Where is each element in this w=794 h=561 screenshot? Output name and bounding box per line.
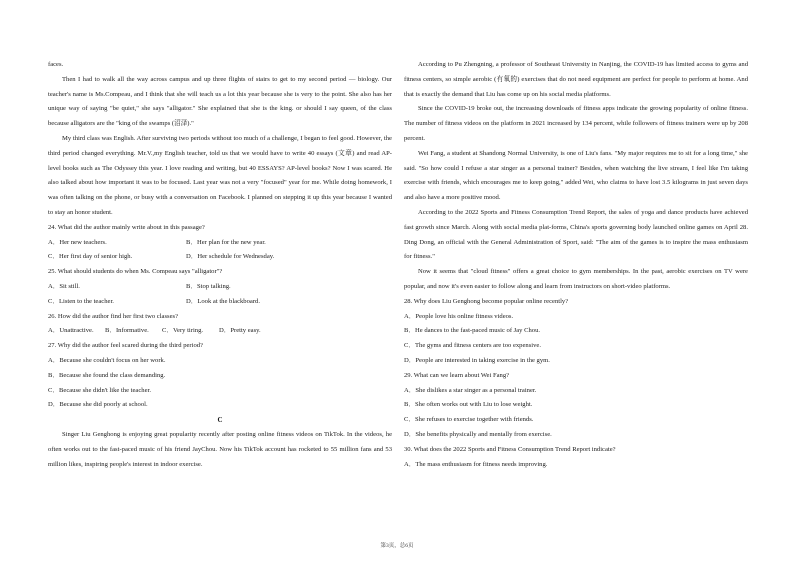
option-24a: A．Her new teachers. [48, 238, 107, 246]
option-25c: C．Listen to the teacher. [48, 297, 114, 305]
question-30: 30. What does the 2022 Sports and Fitness Consumption Trend Report indicate? [404, 445, 616, 453]
question-29: 29. What can we learn about Wei Fang? [404, 371, 510, 379]
option-26b: B．Informative. [105, 327, 149, 335]
paragraph-english: My third class was English. After surviving two periods without too much of a challenge, I began to feel good. However, the third period changed everything. Mr.V.,my English teacher, told us that we would have to write 40 essays (文章) and read AP-level books such as The Odyssey this year. I love reading and writing, but 40 ESSAYS? AP-level books? Now I was scared. He also talked about how important it was to be focused. Last year was not a very "focused" year for me. While doing homework, I was often talking on the phone, or busy with a conversation on Facebook. I planned on stepping it up this year because I wanted to stay an honor student. [48, 134, 392, 216]
page-footer: 第3页，总6页 [380, 543, 414, 549]
option-28a: A．People love his online fitness videos. [404, 312, 514, 320]
option-25d: D．Look at the blackboard. [186, 297, 260, 305]
question-26: 26. How did the author find her first two classes? [48, 312, 179, 320]
option-27c: C．Because she didn't like the teacher. [48, 386, 151, 394]
option-26c: C．Very tiring. [162, 327, 204, 335]
option-24d: D．Her schedule for Wednesday. [186, 253, 275, 261]
option-30a: A．The mass enthusiasm for fitness needs improving. [404, 460, 548, 468]
option-29c: C．She refuses to exercise together with friends. [404, 416, 534, 424]
question-25: 25. What should students do when Ms. Compeau says "alligator"? [48, 268, 223, 276]
paragraph-liu-genghong: Singer Liu Genghong is enjoying great popularity recently after posting online fitness videos on TikTok. In the videos, he often works out to the fast-paced music of his friend JayChou. Now his TikTok account has rocketed to 55 million fans and 53 million likes, inspiring people's interest in indoor exercise. [48, 430, 392, 468]
question-24-options-row1 [48, 236, 392, 251]
section-heading: C [217, 416, 223, 425]
question-25-options-row2 [48, 295, 392, 310]
paragraph-biology: Then I had to walk all the way across campus and up three flights of stairs to get to my second period — biology. Our teacher's name is Ms.Compeau, and I think that she will teach us a lot this year because she is very to the point. She also has her unique way of saying "be quiet," she says "alligator." She explained that she is the king. or should I say queen, of the class because alligators are the "king of the swamps (沼泽)." [48, 75, 392, 128]
option-28c: C．The gyms and fitness centers are too expensive. [404, 342, 541, 350]
option-29a: A．She dislikes a star singer as a personal trainer. [404, 386, 537, 394]
option-24b: B．Her plan for the new year. [186, 238, 266, 246]
option-27d: D．Because she did poorly at school. [48, 401, 148, 409]
question-24-options-row2 [48, 250, 392, 265]
option-26d: D．Pretty easy. [219, 327, 261, 335]
option-24c: C．Her first day of senior high. [48, 253, 133, 261]
question-25-options-row1 [48, 280, 392, 295]
paragraph-covid-fitness: Since the COVID-19 broke out, the increasing downloads of fitness apps indicate the growing popularity of online fitness. The number of fitness videos on the platform in 2021 increased by 134 percent, while followers of fitness trainers were up by 208 percent. [404, 105, 748, 142]
right-column [404, 58, 748, 472]
option-28b: B．He dances to the fast-paced music of Jay Chou. [404, 327, 541, 335]
question-24: 24. What did the author mainly write about in this passage? [48, 223, 205, 231]
paragraph-cloud-fitness: Now it seems that "cloud fitness" offers a great choice to gym memberships. In the past, aerobic exercises on TV were popular, and now it's even easier to follow along and learn from instructors on short-video platforms. [404, 268, 748, 290]
question-26-options [48, 324, 392, 339]
option-27a: A．Because she couldn't focus on her work. [48, 356, 166, 364]
option-29b: B．She often works out with Liu to lose weight. [404, 401, 533, 409]
option-27b: B．Because she found the class demanding. [48, 371, 166, 379]
option-28d: D．People are interested in taking exercise in the gym. [404, 356, 550, 364]
left-column [48, 58, 392, 472]
option-29d: D．She benefits physically and mentally from exercise. [404, 430, 552, 438]
paragraph-wei-fang: Wei Fang, a student at Shandong Normal University, is one of Liu's fans. "My major requires me to sit for a long time," she said. "So how could I refuse a star singer as a personal trainer? Besides, when watching the live stream, I feel like I'm taking exercise with friends, which encourages me to keep going," added Wei, who claims to have lost 3.5 kilograms in just seven days and also have a more positive mood. [404, 149, 748, 202]
paragraph-pu-zhengning: According to Pu Zhengning, a professor of Southeast University in Nanjing, the COVID-19 has limited access to gyms and fitness centers, so simple aerobic (有氧的) exercises that do not need equipment are perfect for people to perform at home. And that is exactly the demand that Liu has come up on his social media platforms. [404, 61, 748, 98]
paragraph-trend-report: According to the 2022 Sports and Fitness Consumption Trend Report, the sales of yoga and dance products have achieved fast growth since March. Along with social media plat-forms, China's sports governing body launched online games on April 28. Ding Dong, an official with the General Administration of Sport, said: "The aim of the games is to inspire the mass enthusiasm for fitness." [404, 208, 748, 261]
paragraph-faces: faces. [48, 61, 64, 68]
option-25a: A．Sit still. [48, 282, 80, 290]
option-25b: B．Stop talking. [186, 282, 231, 290]
question-27: 27. Why did the author feel scared during the third period? [48, 342, 203, 350]
option-26a: A．Unattractive. [48, 327, 94, 335]
question-28: 28. Why does Liu Genghong become popular online recently? [404, 297, 569, 305]
